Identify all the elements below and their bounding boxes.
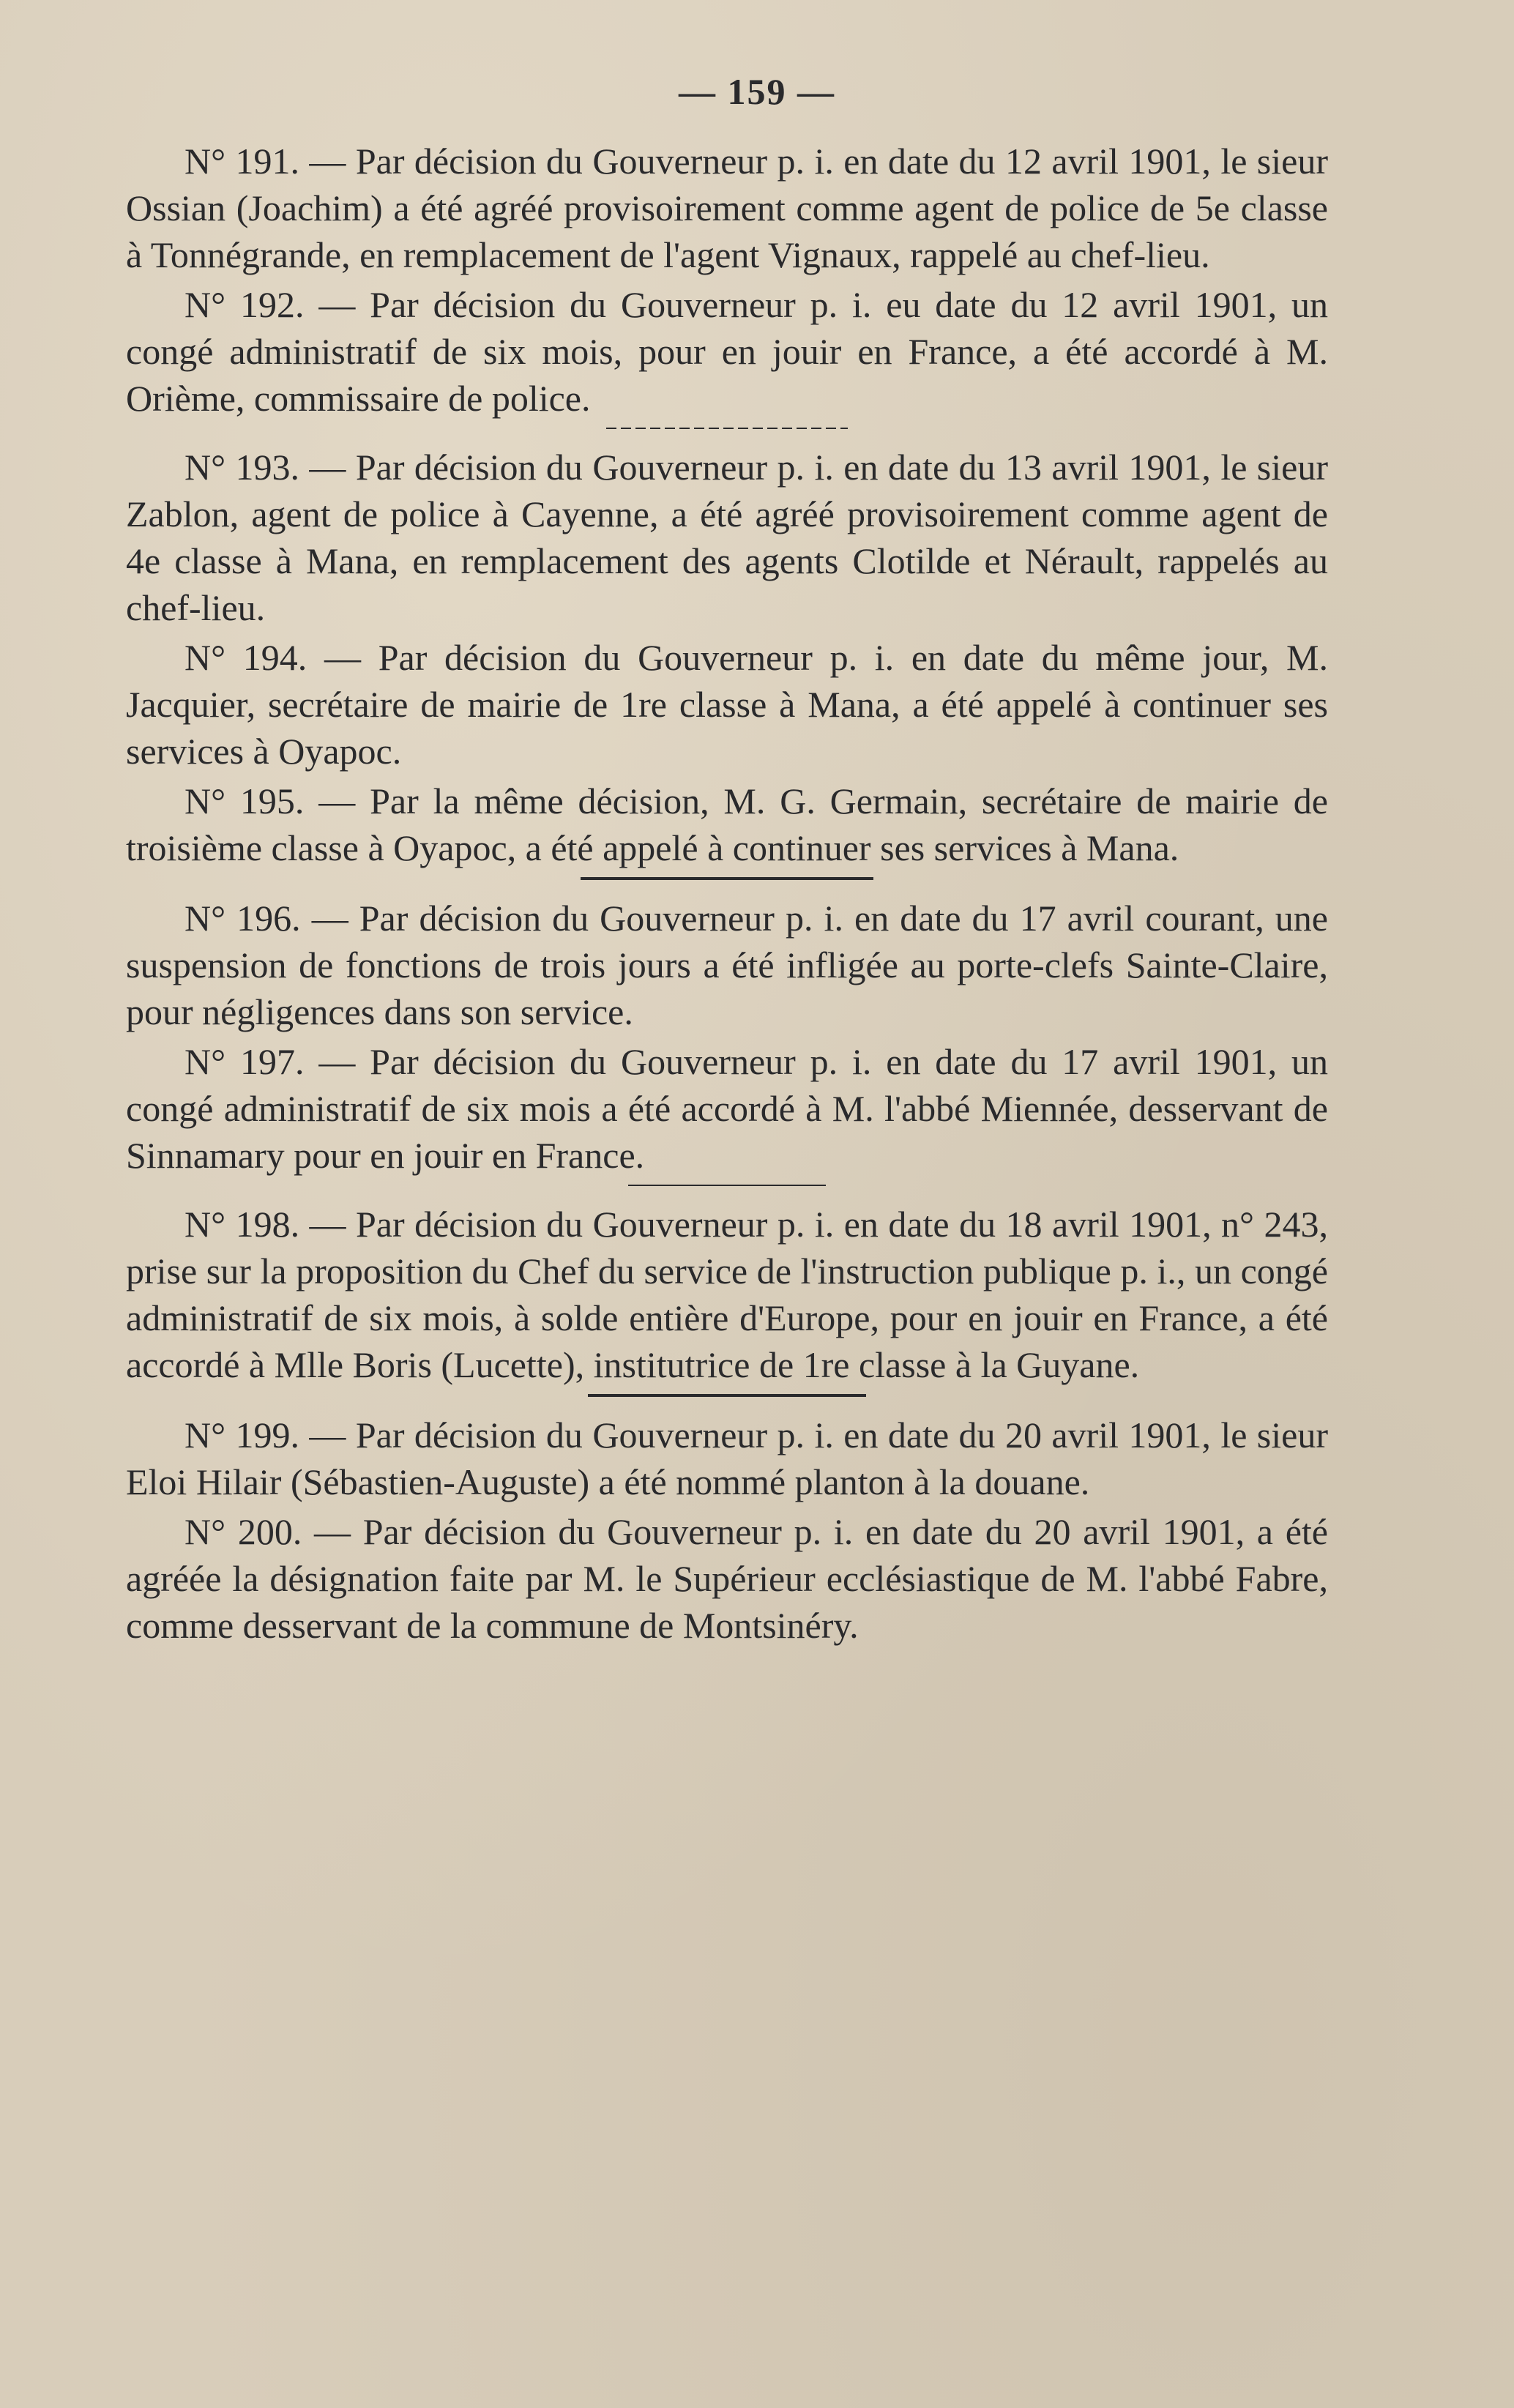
decision-entry-200: N° 200. — Par décision du Gouverneur p. i. en date du 20 avril 1901, a été agréée la désignation faite par M. le Supérieur ecclésiastique de M. l'abbé Fabre, comme desservant de la commune de Montsinéry. [126,1511,1328,1646]
decision-entry-192: N° 192. — Par décision du Gouverneur p. i. eu date du 12 avril 1901, un congé administratif de six mois, pour en jouir en France, a été accordé à M. Orième, commissaire de police. [126,284,1328,419]
decision-entry-191: N° 191. — Par décision du Gouverneur p. i. en date du 12 avril 1901, le sieur Ossian (Joachim) a été agréé provisoirement comme agent de police de 5e classe à Tonnégrande, en remplacement de l'agent Vignaux, rappelé au chef-lieu. [126,141,1328,275]
decision-entry-193: N° 193. — Par décision du Gouverneur p. i. en date du 13 avril 1901, le sieur Zablon, agent de police à Cayenne, a été agréé provisoirement comme agent de 4e classe à Mana, en remplacement des agents Clotilde et Nérault, rappelés au chef-lieu. [126,447,1328,628]
decision-entry-199: N° 199. — Par décision du Gouverneur p. i. en date du 20 avril 1901, le sieur Eloi Hilair (Sébastien-Auguste) a été nommé planton à la douane. [126,1414,1328,1502]
text-column [126,138,1328,1652]
decision-entry-196: N° 196. — Par décision du Gouverneur p. i. en date du 17 avril courant, une suspension de fonctions de trois jours a été infligée au porte-clefs Sainte-Claire, pour négligences dans son service. [126,898,1328,1032]
decision-entry-194: N° 194. — Par décision du Gouverneur p. i. en date du même jour, M. Jacquier, secrétaire de mairie de 1re classe à Mana, a été appelé à continuer ses services à Oyapoc. [126,637,1328,772]
separator-rule [628,1185,826,1186]
decision-entry-197: N° 197. — Par décision du Gouverneur p. i. en date du 17 avril 1901, un congé administratif de six mois a été accordé à M. l'abbé Miennée, desservant de Sinnamary pour en jouir en France. [126,1041,1328,1176]
separator-rule [606,428,848,429]
separator-rule [588,1394,866,1397]
separator-rule [581,877,873,880]
decision-entry-195: N° 195. — Par la même décision, M. G. Germain, secrétaire de mairie de troisième classe à Oyapoc, a été appelé à continuer ses services à Mana. [126,780,1328,868]
page-number: — 159 — [679,71,835,112]
decision-entry-198: N° 198. — Par décision du Gouverneur p. i. en date du 18 avril 1901, n° 243, prise sur la proposition du Chef du service de l'instruction publique p. i., un congé administratif de six mois, à solde entière d'Europe, pour en jouir en France, a été accordé à Mlle Boris (Lucette), institutrice de 1re classe à la Guyane. [126,1204,1328,1385]
